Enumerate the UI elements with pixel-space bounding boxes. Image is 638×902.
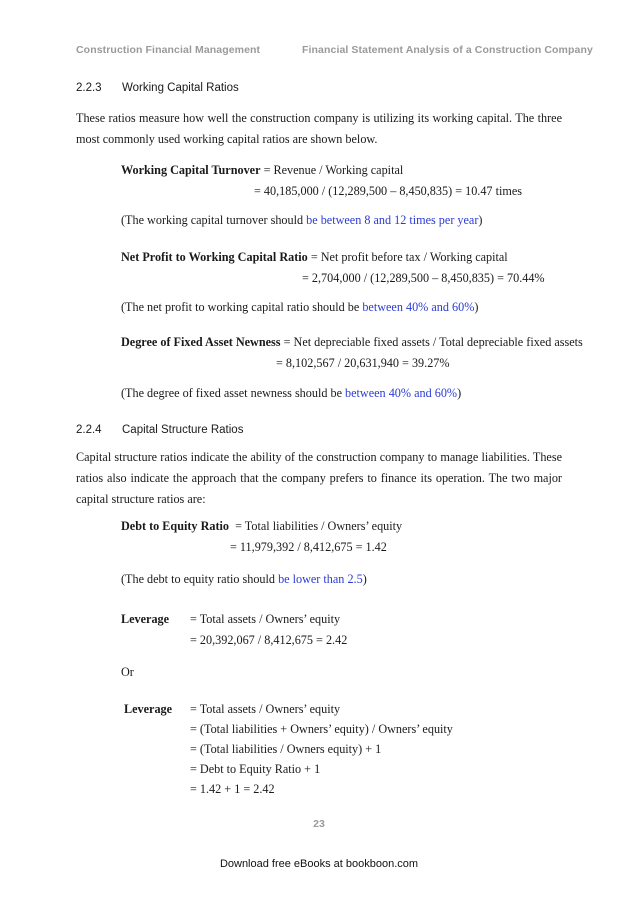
formula-text: = Net profit before tax / Working capital: [307, 250, 508, 264]
net-profit-to-wc-formula: [121, 250, 508, 265]
note-highlight: between 40% and 60%: [362, 300, 475, 314]
leverage-line: = 20,392,067 / 8,412,675 = 2.42: [190, 633, 348, 647]
debt-to-equity-label: Debt to Equity Ratio: [121, 519, 229, 533]
section-heading-working-capital: [76, 82, 239, 94]
note-text: (The working capital turnover should: [121, 213, 307, 227]
note-close: ): [474, 300, 479, 314]
fixed-asset-newness-formula: [121, 335, 583, 350]
note-highlight: be between 8 and 12 times per year: [306, 213, 479, 227]
working-capital-intro: These ratios measure how well the construction company is utilizing its working capital. The three most commonly used working capital ratios are shown below.: [76, 111, 562, 146]
working-capital-turnover-calc: = 40,185,000 / (12,289,500 – 8,450,835) = 10.47 times: [254, 184, 522, 198]
leverage-line: = 1.42 + 1 = 2.42: [190, 782, 275, 796]
net-profit-to-wc-calc: = 2,704,000 / (12,289,500 – 8,450,835) = 70.44%: [302, 271, 545, 285]
net-profit-to-wc-note: [121, 300, 478, 315]
section-title: Capital Structure Ratios: [122, 424, 244, 436]
running-header-right: Financial Statement Analysis of a Construction Company: [302, 44, 593, 56]
leverage-line: = Debt to Equity Ratio + 1: [190, 762, 321, 776]
section-heading-capital-structure: [76, 424, 243, 436]
page-number: 23: [313, 818, 325, 830]
leverage-line: = (Total liabilities + Owners’ equity) / Owners’ equity: [190, 722, 453, 736]
debt-to-equity-formula: [121, 519, 402, 534]
formula-text: = Revenue / Working capital: [260, 163, 404, 177]
fixed-asset-newness-note: [121, 386, 461, 401]
leverage-label: Leverage: [124, 702, 173, 716]
note-text: (The net profit to working capital ratio should be: [121, 300, 363, 314]
debt-to-equity-note: [121, 572, 367, 587]
running-header-left: Construction Financial Management: [76, 44, 261, 56]
footer-link[interactable]: Download free eBooks at bookboon.com: [219, 858, 419, 870]
note-highlight: be lower than 2.5: [278, 572, 363, 586]
debt-to-equity-calc: = 11,979,392 / 8,412,675 = 1.42: [230, 540, 387, 554]
leverage-line: = Total assets / Owners’ equity: [190, 612, 341, 626]
fixed-asset-newness-calc: = 8,102,567 / 20,631,940 = 39.27%: [276, 356, 450, 370]
note-close: ): [478, 213, 483, 227]
leverage-line: = Total assets / Owners’ equity: [190, 702, 341, 716]
formula-text: = Net depreciable fixed assets / Total depreciable fixed assets: [280, 335, 583, 349]
note-highlight: between 40% and 60%: [345, 386, 458, 400]
capital-structure-intro: Capital structure ratios indicate the ability of the construction company to manage liabilities. These ratios also indicate the approach that the company prefers to finance its operation. The two major capital structure ratios are:: [76, 450, 562, 506]
note-text: (The degree of fixed asset newness should be: [121, 386, 346, 400]
leverage-label: Leverage: [121, 612, 170, 626]
section-number: 2.2.3: [76, 82, 102, 94]
working-capital-turnover-formula: [121, 163, 403, 178]
note-text: (The debt to equity ratio should: [121, 572, 279, 586]
working-capital-turnover-note: [121, 213, 482, 228]
fixed-asset-newness-label: Degree of Fixed Asset Newness: [121, 335, 281, 349]
note-close: ): [362, 572, 367, 586]
or-text: Or: [121, 665, 134, 679]
working-capital-turnover-label: Working Capital Turnover: [121, 163, 261, 177]
section-title: Working Capital Ratios: [122, 82, 239, 94]
net-profit-to-wc-label: Net Profit to Working Capital Ratio: [121, 250, 308, 264]
section-number: 2.2.4: [76, 424, 102, 436]
formula-text: = Total liabilities / Owners’ equity: [229, 519, 403, 533]
leverage-line: = (Total liabilities / Owners equity) + 1: [190, 742, 382, 756]
note-close: ): [457, 386, 462, 400]
